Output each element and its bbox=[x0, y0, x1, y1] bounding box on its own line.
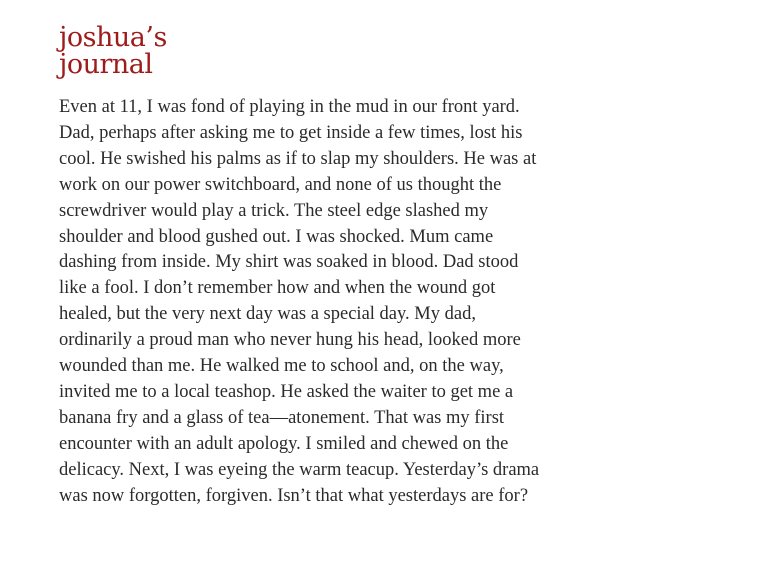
entry-line: invited me to a local teashop. He asked the waiter to get me a bbox=[59, 381, 514, 402]
entry-line: healed, but the very next day was a special day. My dad, bbox=[59, 304, 476, 325]
entry-line: shoulder and blood gushed out. I was shocked. Mum came bbox=[59, 226, 494, 247]
entry-line: ordinarily a proud man who never hung his head, looked more bbox=[59, 330, 521, 351]
entry-line: Dad, perhaps after asking me to get inside a few times, lost his bbox=[59, 122, 523, 143]
journal-title-line-2: journal bbox=[59, 49, 153, 80]
entry-line: was now forgotten, forgiven. Isn’t that what yesterdays are for? bbox=[59, 485, 529, 506]
entry-line: wounded than me. He walked me to school and, on the way, bbox=[59, 356, 504, 377]
entry-line: dashing from inside. My shirt was soaked in blood. Dad stood bbox=[59, 252, 519, 273]
journal-title-line-1: joshua’s bbox=[59, 22, 167, 53]
entry-line: banana fry and a glass of tea—atonement. That was my first bbox=[59, 407, 505, 428]
entry-line: encounter with an adult apology. I smiled and chewed on the bbox=[59, 433, 509, 454]
entry-line: Even at 11, I was fond of playing in the mud in our front yard. bbox=[59, 97, 520, 117]
entry-line: cool. He swished his palms as if to slap my shoulders. He was at bbox=[59, 148, 537, 169]
entry-line: delicacy. Next, I was eyeing the warm teacup. Yesterday’s drama bbox=[59, 459, 540, 480]
journal-entry bbox=[59, 95, 579, 510]
entry-line: work on our power switchboard, and none of us thought the bbox=[59, 174, 502, 195]
entry-line: like a fool. I don’t remember how and when the wound got bbox=[59, 278, 496, 299]
entry-line: screwdriver would play a trick. The steel edge slashed my bbox=[59, 200, 489, 221]
journal-title bbox=[59, 24, 359, 78]
